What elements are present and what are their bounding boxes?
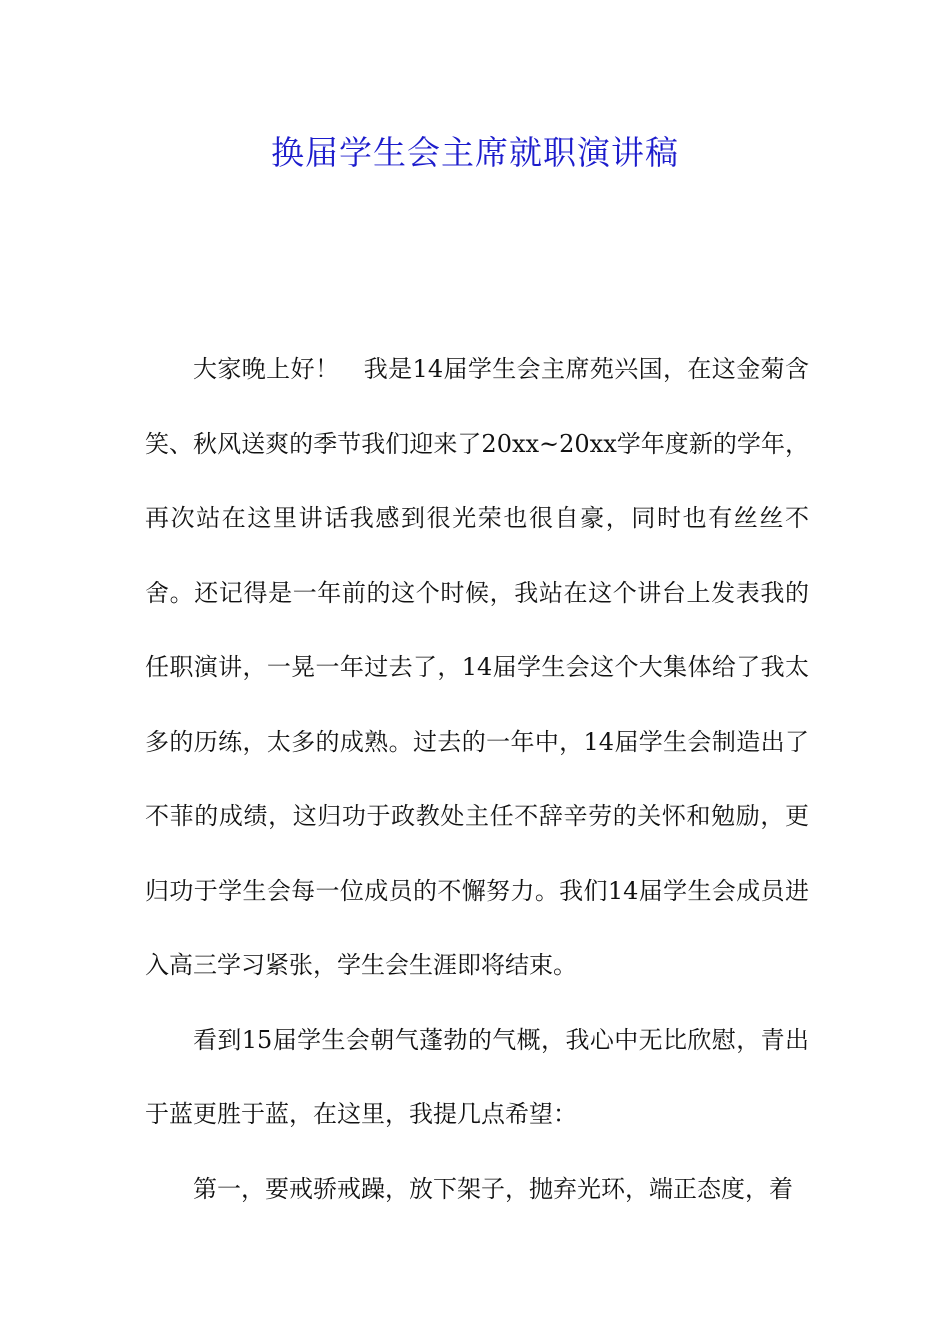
document-body: [145, 332, 809, 1226]
paragraph: 大家晚上好！ 我是14届学生会主席苑兴国，在这金菊含笑、秋风送爽的季节我们迎来了20xx~20xx学年度新的学年，再次站在这里讲话我感到很光荣也很自豪，同时也有丝丝不舍。还记得是一年前的这个时候，我站在这个讲台上发表我的任职演讲，一晃一年过去了，14届学生会这个大集体给了我太多的历练，太多的成熟。过去的一年中，14届学生会制造出了不菲的成绩，这归功于政教处主任不辞辛劳的关怀和勉励，更归功于学生会每一位成员的不懈努力。我们14届学生会成员进入高三学习紧张，学生会生涯即将结束。: [145, 355, 809, 979]
document-title: 换届学生会主席就职演讲稿: [271, 133, 679, 172]
paragraph: 看到15届学生会朝气蓬勃的气概，我心中无比欣慰，青出于蓝更胜于蓝，在这里，我提几点希望：: [145, 1025, 809, 1128]
paragraph: 第一，要戒骄戒躁，放下架子，抛弃光环，端正态度，着: [193, 1174, 793, 1203]
